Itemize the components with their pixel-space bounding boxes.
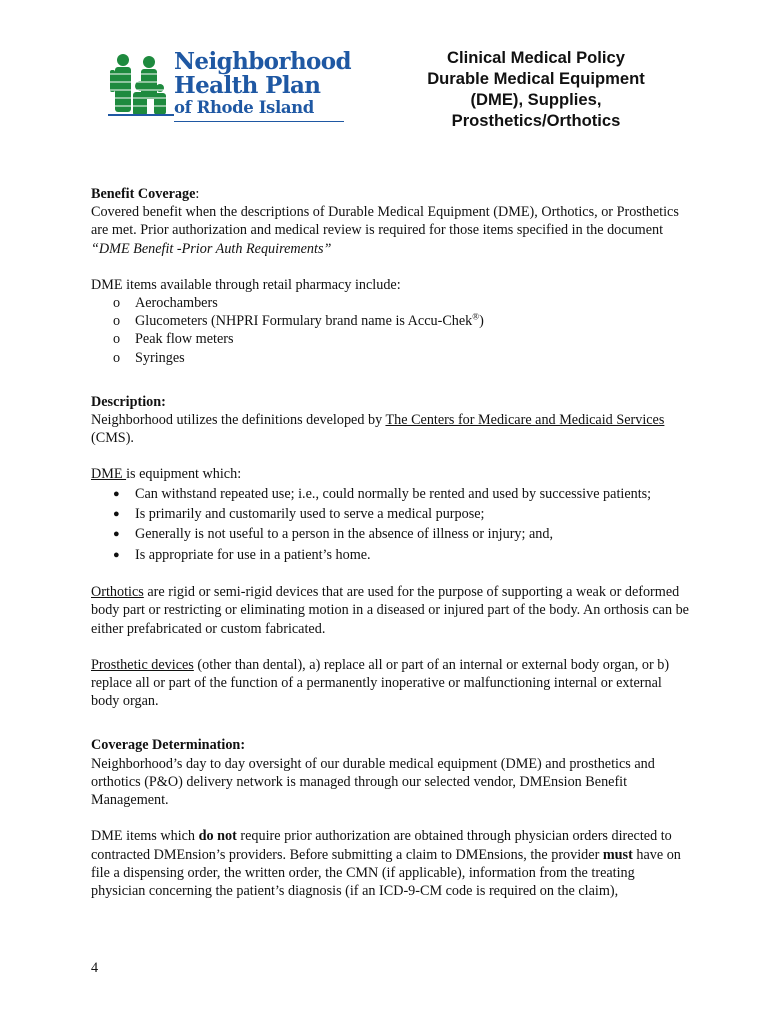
logo-line-2: Health Plan bbox=[174, 72, 321, 99]
list-marker: o bbox=[113, 349, 121, 366]
logo-text bbox=[174, 50, 351, 118]
logo-line-1: Neighborhood bbox=[174, 48, 352, 75]
description-text: Neighborhood utilizes the definitions developed by bbox=[91, 412, 386, 429]
description-text-end: (CMS). bbox=[91, 430, 134, 447]
prosthetic-text: (other than dental), a) replace all or part of an internal or external body organ, or b) replace all or part of the function of a permanently inoperative or malfunctioning internal or external body organ. bbox=[91, 656, 670, 710]
orthotics-paragraph bbox=[91, 583, 691, 638]
list-item bbox=[91, 349, 691, 367]
list-item bbox=[91, 484, 691, 504]
bullet-icon: ● bbox=[113, 548, 120, 561]
list-marker: o bbox=[113, 313, 121, 330]
benefit-doc-ref: “DME Benefit -Prior Auth Requirements” bbox=[91, 240, 332, 257]
orthotics-term: Orthotics bbox=[91, 584, 144, 601]
list-item bbox=[91, 504, 691, 524]
dme-criteria-list bbox=[91, 484, 691, 566]
policy-body bbox=[91, 185, 691, 900]
list-marker: o bbox=[113, 331, 121, 348]
coverage-paragraph-1: Neighborhood’s day to day oversight of our durable medical equipment (DME) and prosthetics and orthotics (P&O) delivery network is managed through our selected vendor, DMEnsion Benefit Management. bbox=[91, 755, 655, 809]
bullet-icon: ● bbox=[113, 508, 120, 521]
list-item bbox=[91, 545, 691, 565]
list-item bbox=[91, 312, 691, 330]
criteria-text: Is appropriate for use in a patient’s home. bbox=[135, 546, 371, 563]
bullet-icon: ● bbox=[113, 487, 120, 500]
description-heading: Description: bbox=[91, 393, 166, 410]
retail-item-text: Glucometers (NHPRI Formulary brand name is Accu-Chek bbox=[135, 313, 473, 330]
description-paragraph bbox=[91, 411, 691, 447]
title-line-3: (DME), Supplies, bbox=[470, 90, 602, 109]
bullet-icon: ● bbox=[113, 528, 120, 541]
retail-item-text: Peak flow meters bbox=[135, 331, 234, 348]
list-item bbox=[91, 330, 691, 348]
policy-title bbox=[404, 47, 668, 131]
retail-items-list bbox=[91, 294, 691, 367]
must-emphasis: must bbox=[602, 846, 633, 863]
list-item bbox=[91, 294, 691, 312]
coverage-paragraph-2 bbox=[91, 827, 691, 900]
prosthetic-paragraph bbox=[91, 656, 691, 711]
logo-line-3: of Rhode Island bbox=[174, 98, 314, 117]
title-line-4: Prosthetics/Orthotics bbox=[451, 111, 621, 130]
retail-item-text: Syringes bbox=[135, 349, 185, 366]
list-item bbox=[91, 524, 691, 544]
prosthetic-term: Prosthetic devices bbox=[91, 656, 194, 673]
list-marker: o bbox=[113, 295, 121, 312]
coverage-heading: Coverage Determination: bbox=[91, 737, 246, 754]
benefit-heading-colon: : bbox=[195, 186, 200, 202]
orthotics-text: are rigid or semi-rigid devices that are used for the purpose of supporting a weak or deformed body part or restricting or eliminating motion in a diseased or injured part of the body. An orthosis can be either prefabricated or custom fabricated. bbox=[91, 584, 689, 637]
dme-term: DME bbox=[91, 466, 127, 483]
registered-mark: ® bbox=[472, 311, 480, 322]
dme-intro-text: is equipment which: bbox=[126, 466, 242, 483]
coverage-text-c: have on file a dispensing order, the written order, the CMN (if applicable), information from the treating physician concerning the patient’s diagnosis (if an ICD-9-CM code is required on the claim), bbox=[91, 846, 681, 899]
criteria-text: Can withstand repeated use; i.e., could normally be rented and used by successive patients; bbox=[135, 485, 652, 502]
benefit-heading-line bbox=[91, 185, 691, 203]
title-line-2: Durable Medical Equipment bbox=[427, 69, 645, 88]
close-paren: ) bbox=[479, 313, 484, 330]
do-not-emphasis: do not bbox=[198, 828, 237, 845]
benefit-heading: Benefit Coverage bbox=[91, 186, 196, 202]
retail-intro: DME items available through retail pharmacy include: bbox=[91, 276, 401, 293]
criteria-text: Generally is not useful to a person in the absence of illness or injury; and, bbox=[135, 526, 554, 543]
nhpri-logo bbox=[108, 48, 352, 126]
coverage-text-b: require prior authorization are obtained through physician orders directed to contracted DMEnsion’s providers. Before submitting a claim to DMEnsions, the provider bbox=[91, 828, 672, 863]
coverage-text-a: DME items which bbox=[91, 828, 199, 845]
retail-item-text: Aerochambers bbox=[135, 295, 218, 312]
page-number: 4 bbox=[91, 960, 99, 976]
benefit-text: Covered benefit when the descriptions of Durable Medical Equipment (DME), Orthotics, or Prosthetics are met. Prior authorization and medical review is required for those items specified in the document bbox=[91, 204, 679, 239]
cms-link[interactable]: The Centers for Medicare and Medicaid Services bbox=[385, 412, 665, 429]
benefit-paragraph bbox=[91, 203, 691, 258]
logo-underline bbox=[174, 121, 344, 122]
family-figures-icon bbox=[108, 52, 174, 122]
criteria-text: Is primarily and customarily used to serve a medical purpose; bbox=[135, 506, 485, 523]
title-line-1: Clinical Medical Policy bbox=[447, 48, 625, 67]
dme-definition-intro bbox=[91, 465, 691, 483]
